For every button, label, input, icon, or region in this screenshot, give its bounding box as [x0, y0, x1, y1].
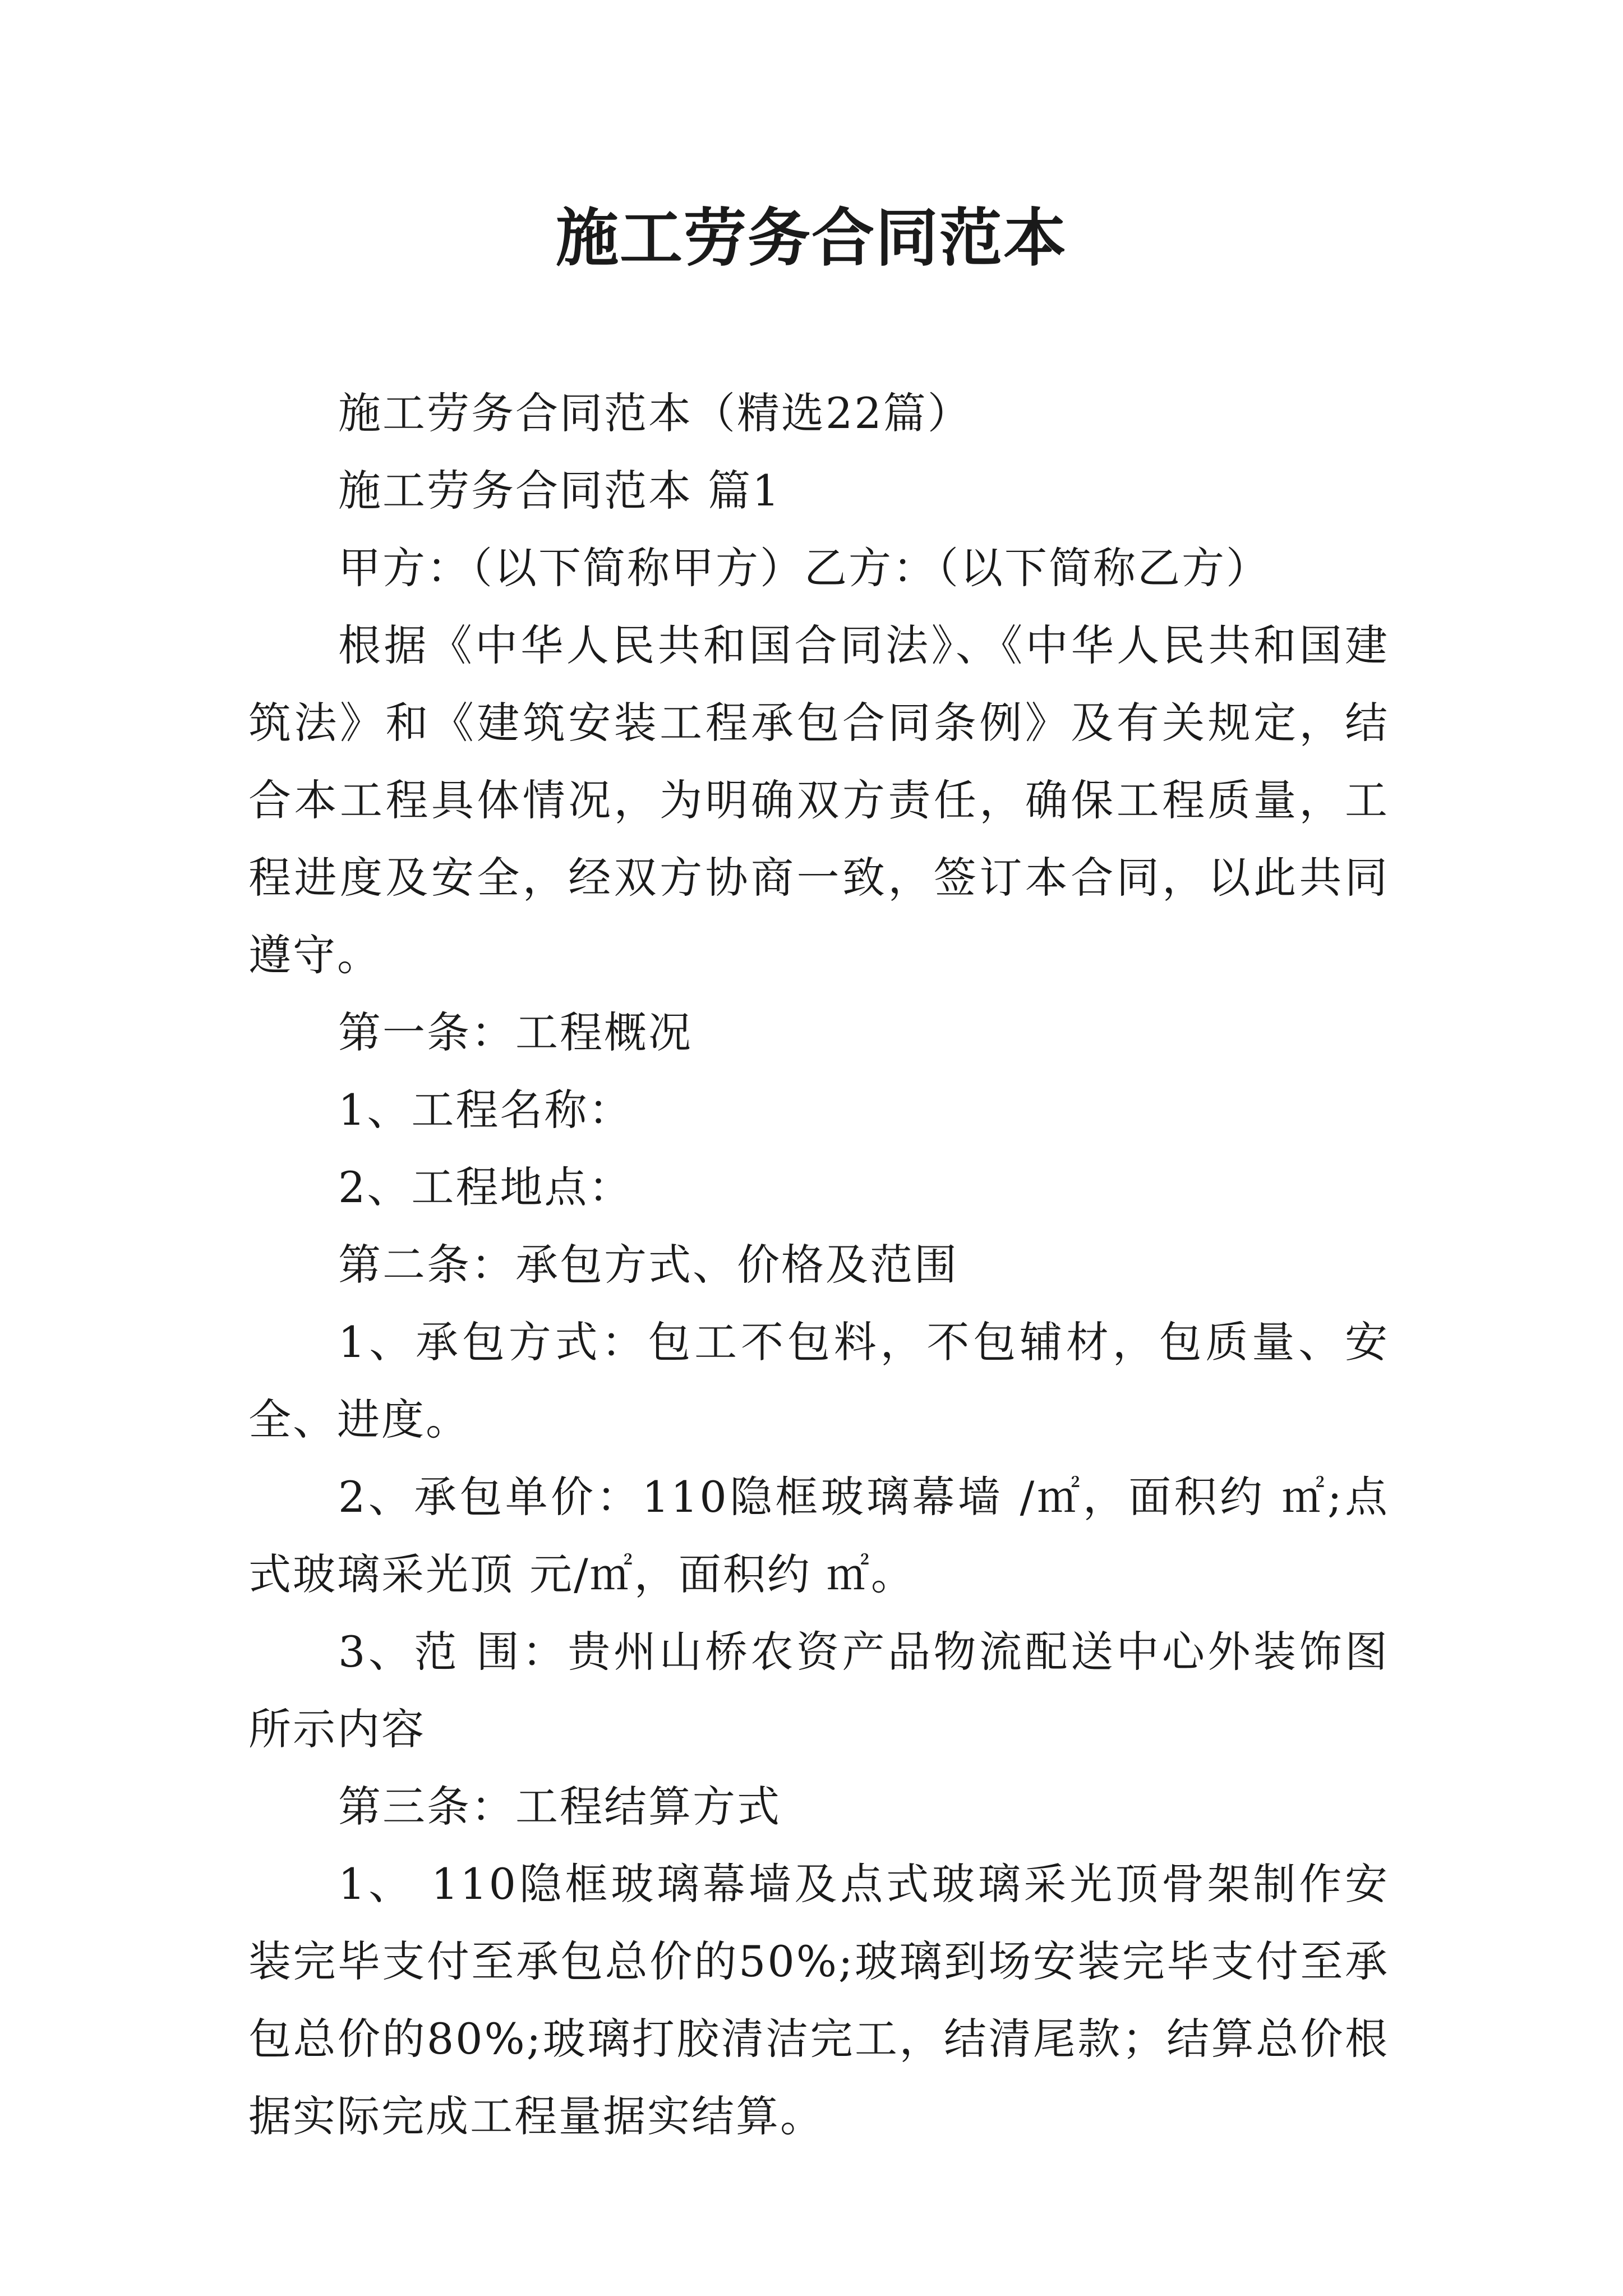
paragraph: 2、工程地点：	[338, 1162, 633, 1212]
paragraph: 根据《中华人民共和国合同法》、《中华人民共和国建筑法》和《建筑安装工程承包合同条例》及有关规定，结合本工程具体情况，为明确双方责任，确保工程质量，工程进度及安全，经双方协商一致，签订本合同，以此共同遵守。	[248, 620, 1389, 980]
paragraph: 1、 110隐框玻璃幕墙及点式玻璃采光顶骨架制作安装完毕支付至承包总价的50%;玻璃到场安装完毕支付至承包总价的80%;玻璃打胶清洁完工，结清尾款；结算总价根据实际完成工程量据实结算。	[248, 1859, 1389, 2141]
paragraph: 1、工程名称：	[338, 1085, 633, 1135]
paragraph: 1、承包方式：包工不包料，不包辅材，包质量、安全、进度。	[248, 1317, 1389, 1444]
section-heading: 第二条：承包方式、价格及范围	[338, 1240, 958, 1290]
section-heading: 第三条：工程结算方式	[338, 1782, 781, 1832]
paragraph: 施工劳务合同范本 篇1	[338, 466, 781, 516]
paragraph: 2、承包单价：110隐框玻璃幕墙 /㎡，面积约 ㎡;点式玻璃采光顶 元/㎡，面积约 ㎡。	[248, 1472, 1389, 1599]
paragraph: 甲方：（以下简称甲方）乙方：（以下简称乙方）	[338, 543, 1270, 593]
paragraph: 施工劳务合同范本（精选22篇）	[338, 388, 972, 438]
document-body	[248, 375, 1389, 2155]
paragraph: 3、范 围：贵州山桥农资产品物流配送中心外装饰图所示内容	[248, 1627, 1389, 1754]
document-title: 施工劳务合同范本	[556, 201, 1067, 275]
section-heading: 第一条：工程概况	[338, 1007, 693, 1057]
